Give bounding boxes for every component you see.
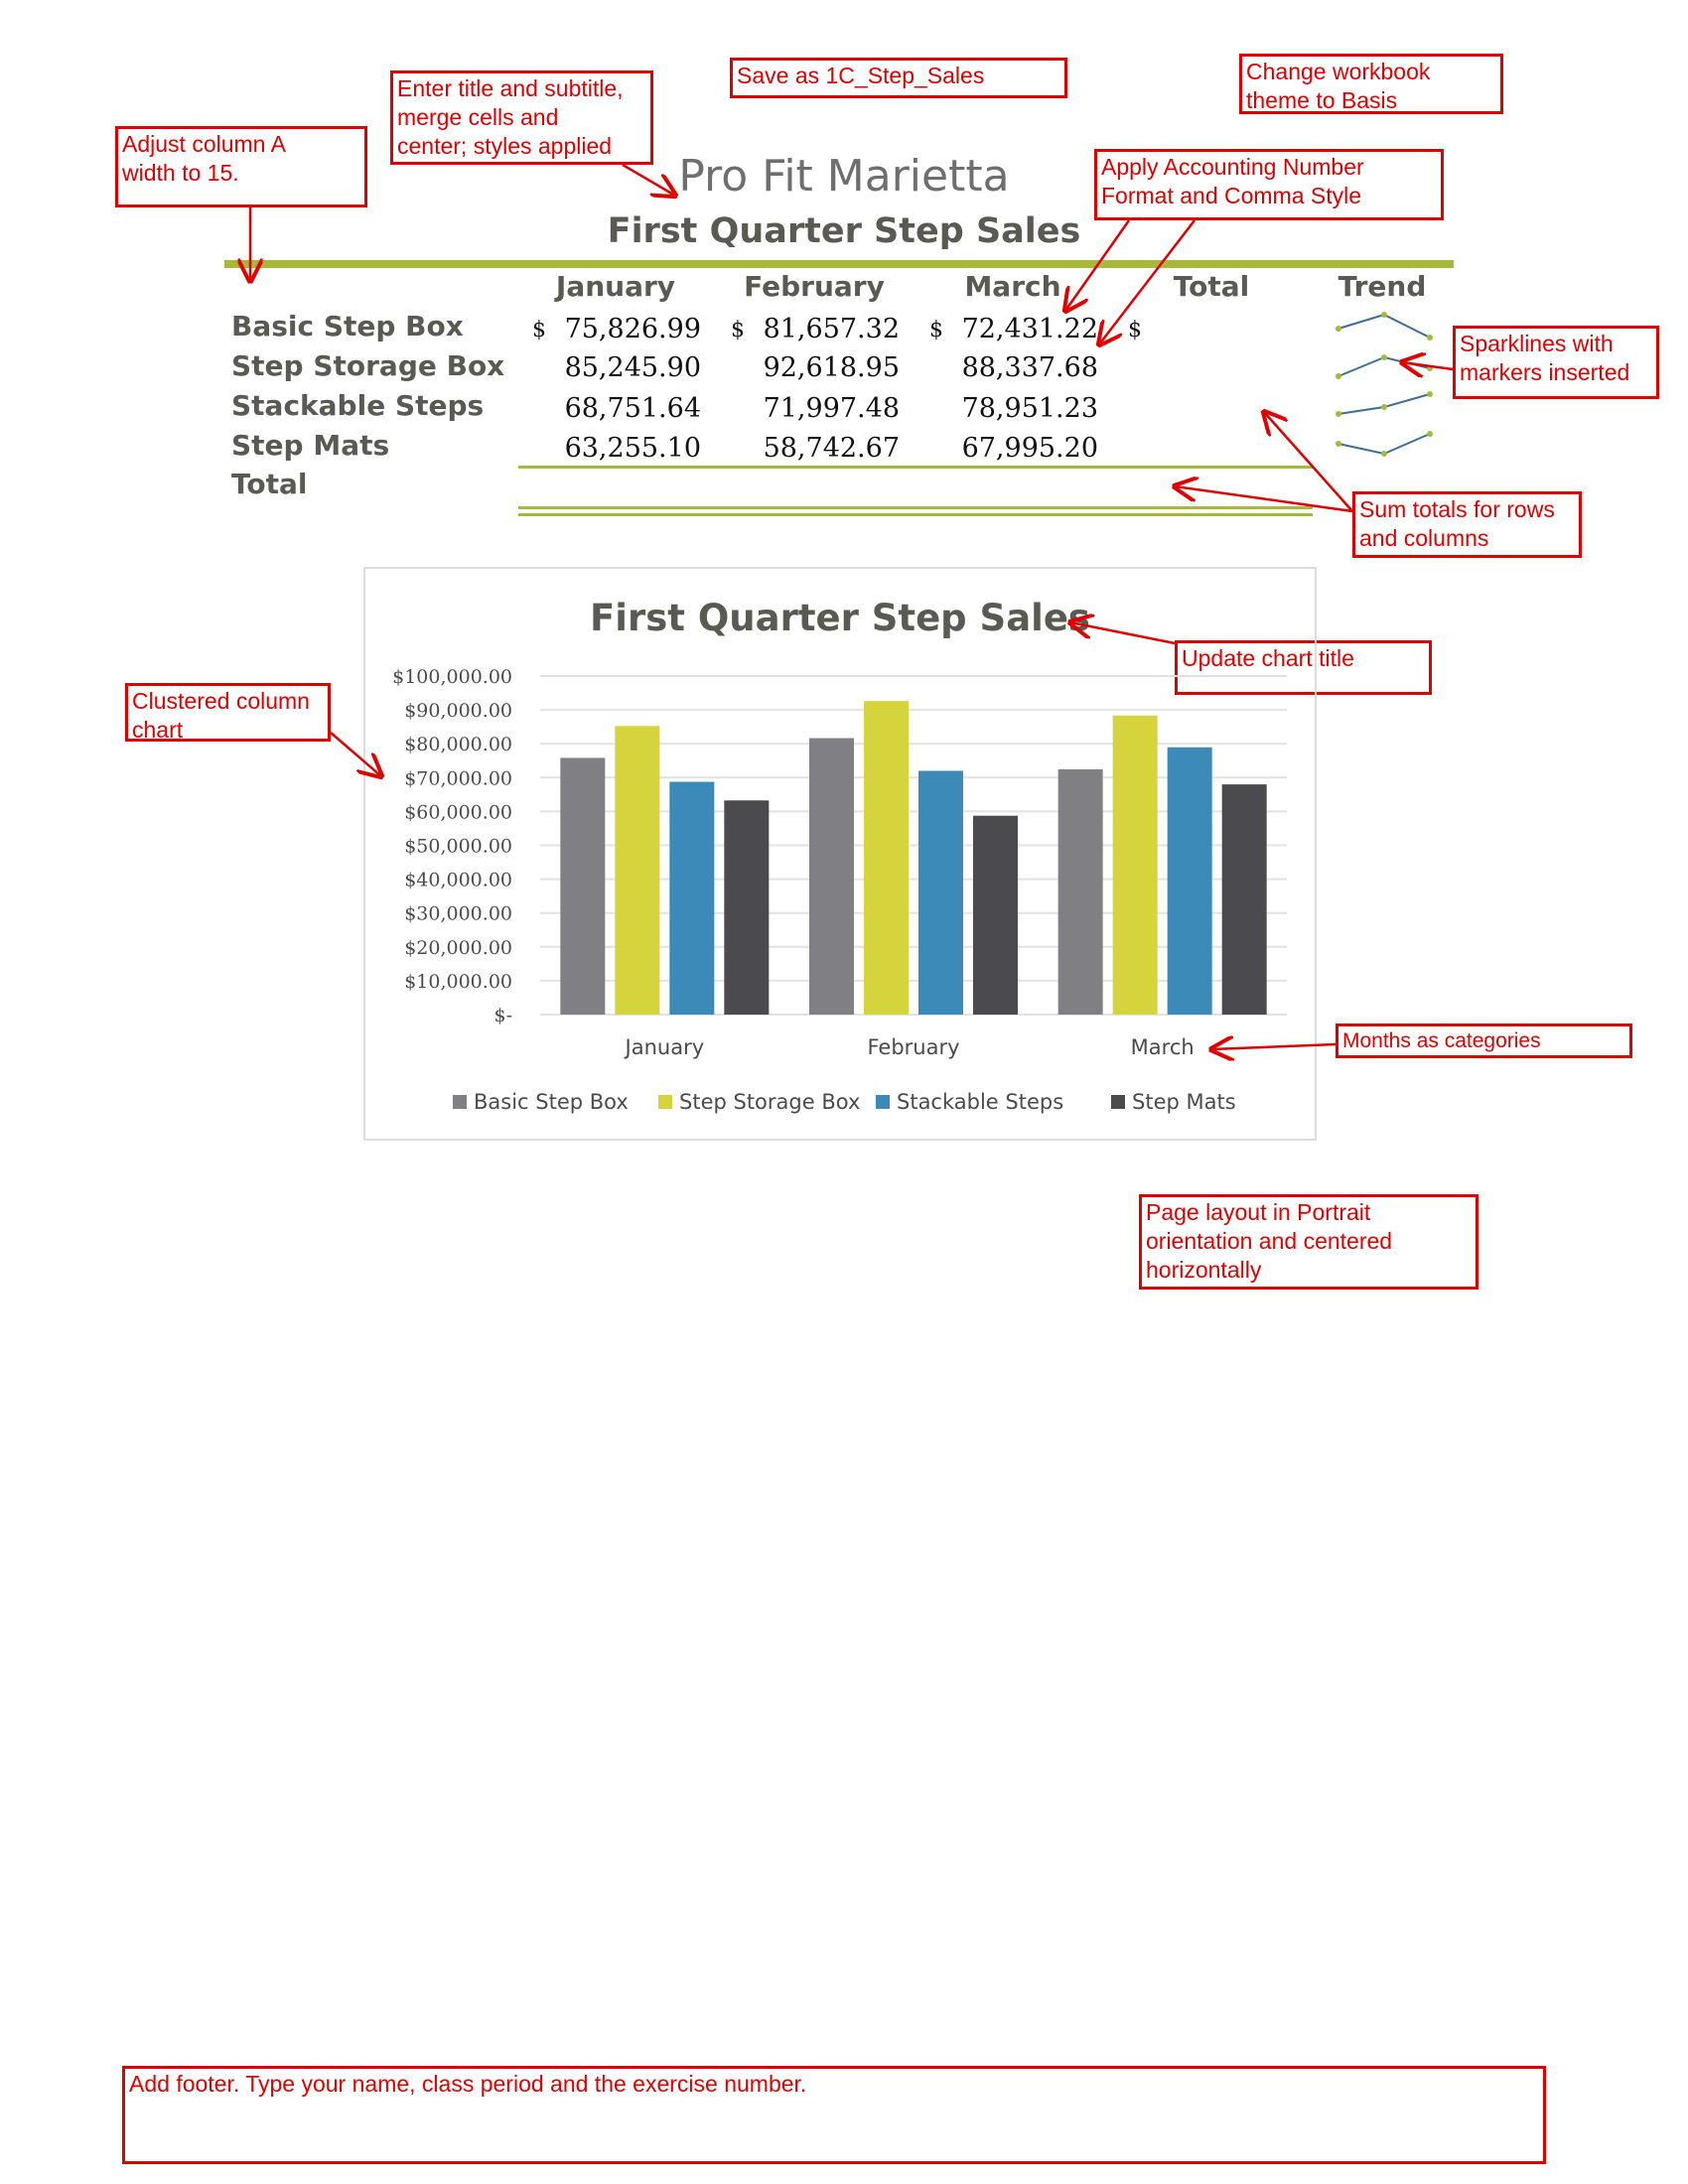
currency-symbol: $ [532,318,546,342]
y-tick-label: $10,000.00 [404,970,512,993]
y-tick-label: $50,000.00 [404,835,512,858]
chart-title: First Quarter Step Sales [590,597,1090,639]
note-save-as: Save as 1C_Step_Sales [730,58,1067,98]
legend-label: Step Storage Box [679,1090,861,1114]
note-change-theme: Change workbook theme to Basis [1239,54,1503,114]
y-tick-label: $90,000.00 [404,700,512,723]
row-label-step-mats: Step Mats [231,429,390,462]
cell-stackable-jan: 68,751.64 [564,393,701,424]
note-sparklines: Sparklines with markers inserted [1453,326,1659,399]
sheet-subtitle: First Quarter Step Sales [607,211,1081,251]
legend-label: Stackable Steps [897,1090,1064,1114]
note-update-chart-title: Update chart title [1175,640,1432,695]
header-january: January [555,270,676,303]
currency-symbol: $ [929,318,943,342]
note-months-categories: Months as categories [1336,1024,1632,1058]
y-tick-label: $60,000.00 [404,801,512,824]
sheet-title: Pro Fit Marietta [678,151,1010,202]
cell-basic-mar: 72,431.22 [961,314,1098,344]
header-march: March [964,270,1061,303]
y-tick-label: $100,000.00 [392,666,512,688]
y-tick-label: $80,000.00 [404,734,512,756]
cell-storage-mar: 88,337.68 [961,352,1098,383]
note-adjust-column: Adjust column A width to 15. [115,126,367,207]
arrow-accounting-left [1065,220,1129,311]
row-label-total: Total [231,468,308,500]
note-enter-title: Enter title and subtitle, merge cells and center; styles applied [390,70,653,165]
cell-basic-jan: 75,826.99 [564,314,701,344]
row-label-basic-step-box: Basic Step Box [231,310,464,342]
cell-basic-feb: 81,657.32 [763,314,900,344]
legend-label: Step Mats [1132,1090,1236,1114]
currency-symbol: $ [1128,318,1142,342]
y-tick-label: $- [493,1005,512,1026]
note-accounting-format: Apply Accounting Number Format and Comma Style [1094,149,1444,220]
y-tick-label: $30,000.00 [404,902,512,925]
y-tick-label: $70,000.00 [404,767,512,790]
note-page-layout: Page layout in Portrait orientation and centered horizontally [1139,1194,1478,1290]
y-tick-label: $20,000.00 [404,936,512,959]
row-label-stackable-steps: Stackable Steps [231,389,485,422]
cell-mats-feb: 58,742.67 [763,433,900,464]
cell-mats-mar: 67,995.20 [961,433,1098,464]
header-total: Total [1173,270,1250,303]
arrow-sum-totals-up [1264,412,1352,511]
cell-stackable-mar: 78,951.23 [961,393,1098,424]
x-category-label: March [1130,1035,1195,1059]
arrow-sparklines [1402,362,1453,369]
header-february: February [744,270,885,303]
arrow-months-categories [1211,1044,1336,1049]
arrow-enter-title [623,165,675,196]
cell-mats-jan: 63,255.10 [564,433,701,464]
header-trend: Trend [1337,270,1427,303]
y-tick-label: $40,000.00 [404,869,512,891]
cell-storage-jan: 85,245.90 [564,352,701,383]
arrow-update-chart-title [1070,622,1175,643]
note-footer: Add footer. Type your name, class period and the exercise number. [122,2066,1546,2164]
cell-stackable-feb: 71,997.48 [763,393,900,424]
row-label-step-storage-box: Step Storage Box [231,349,505,382]
legend-label: Basic Step Box [474,1090,629,1114]
currency-symbol: $ [731,318,745,342]
x-category-label: January [625,1035,705,1059]
arrow-sum-totals-left [1175,486,1352,511]
arrow-accounting-right [1099,220,1195,344]
note-clustered-chart: Clustered column chart [125,683,331,742]
cell-storage-feb: 92,618.95 [763,352,900,383]
arrow-clustered-chart [331,733,381,776]
note-sum-totals: Sum totals for rows and columns [1352,491,1582,558]
x-category-label: February [867,1035,960,1059]
